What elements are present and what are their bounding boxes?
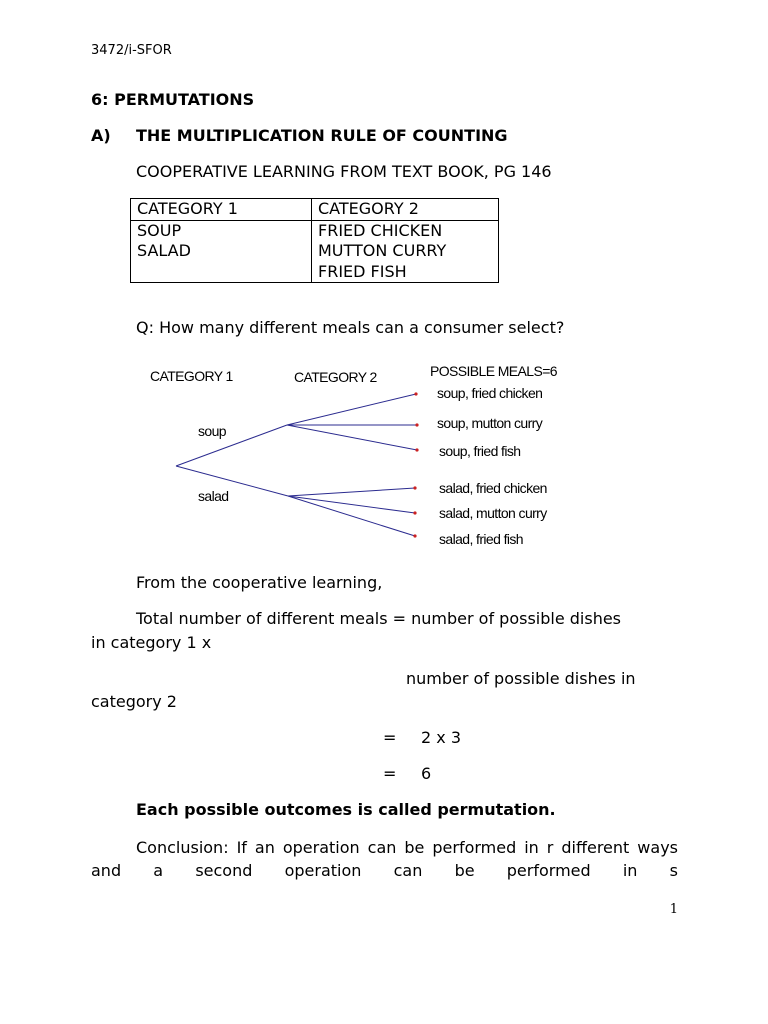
section-title: THE MULTIPLICATION RULE OF COUNTING — [136, 126, 508, 145]
equals-sign: = — [383, 764, 397, 783]
total-line-b: in category 1 x — [91, 633, 212, 652]
table-cell-cat1 — [131, 220, 312, 283]
cat2-item: MUTTON CURRY — [318, 241, 447, 260]
outcome-label: salad, fried fish — [439, 531, 523, 547]
conclusion-paragraph — [91, 836, 678, 882]
endpoint-dot — [415, 448, 418, 451]
outcome-label: soup, fried fish — [439, 443, 521, 459]
endpoint-dot — [413, 534, 416, 537]
branch-label-salad: salad — [198, 488, 229, 504]
tree-endpoints — [413, 392, 418, 537]
outcome-label: soup, mutton curry — [437, 415, 543, 431]
endpoint-dot — [415, 423, 418, 426]
outcome-label: salad, fried chicken — [439, 480, 547, 496]
document-code: 3472/i-SFOR — [91, 43, 172, 58]
tree-label-meals: POSSIBLE MEALS=6 — [430, 363, 557, 379]
menu-table — [130, 198, 499, 283]
endpoint-dot — [414, 392, 417, 395]
cat2-item: FRIED FISH — [318, 261, 407, 281]
table-header-cat2: CATEGORY 2 — [312, 199, 499, 221]
total-line-d: category 2 — [91, 692, 177, 711]
tree-diagram — [140, 358, 600, 558]
total-line-a: Total number of different meals = number of possible dishes — [136, 609, 622, 628]
cat1-item: SALAD — [137, 241, 191, 260]
question: Q: How many different meals can a consumer select? — [136, 318, 565, 337]
branch-line — [176, 466, 288, 496]
equals-sign: = — [383, 728, 397, 747]
tree-label-cat1: CATEGORY 1 — [150, 368, 233, 384]
page-number: 1 — [669, 902, 678, 917]
branch-line — [176, 425, 287, 466]
permutation-definition: Each possible outcomes is called permutation. — [136, 800, 556, 819]
chapter-heading: 6: PERMUTATIONS — [91, 90, 255, 109]
branch-label-soup: soup — [198, 423, 226, 439]
equation-result: 6 — [421, 764, 432, 783]
cat1-item: SOUP — [137, 220, 182, 240]
table-header-cat1: CATEGORY 1 — [131, 199, 312, 221]
tree-branches — [176, 394, 417, 536]
intro-line: From the cooperative learning, — [136, 573, 383, 592]
branch-line — [287, 425, 417, 450]
branch-line — [287, 394, 416, 425]
endpoint-dot — [413, 486, 416, 489]
activity-line: COOPERATIVE LEARNING FROM TEXT BOOK, PG 146 — [136, 162, 552, 181]
tree-label-cat2: CATEGORY 2 — [294, 369, 377, 385]
section-marker: A) — [91, 126, 111, 145]
branch-line — [288, 488, 415, 496]
branch-line — [288, 496, 415, 513]
branch-line — [288, 496, 415, 536]
endpoint-dot — [413, 511, 416, 514]
outcome-label: salad, mutton curry — [439, 505, 547, 521]
equation-product: 2 x 3 — [421, 728, 461, 747]
outcome-label: soup, fried chicken — [437, 385, 543, 401]
total-line-c: number of possible dishes in — [406, 669, 636, 688]
conclusion-text: Conclusion: If an operation can be performed in r different ways and a second operation can be performed in s — [91, 838, 678, 880]
table-cell-cat2 — [312, 220, 499, 283]
cat2-item: FRIED CHICKEN — [318, 220, 443, 240]
